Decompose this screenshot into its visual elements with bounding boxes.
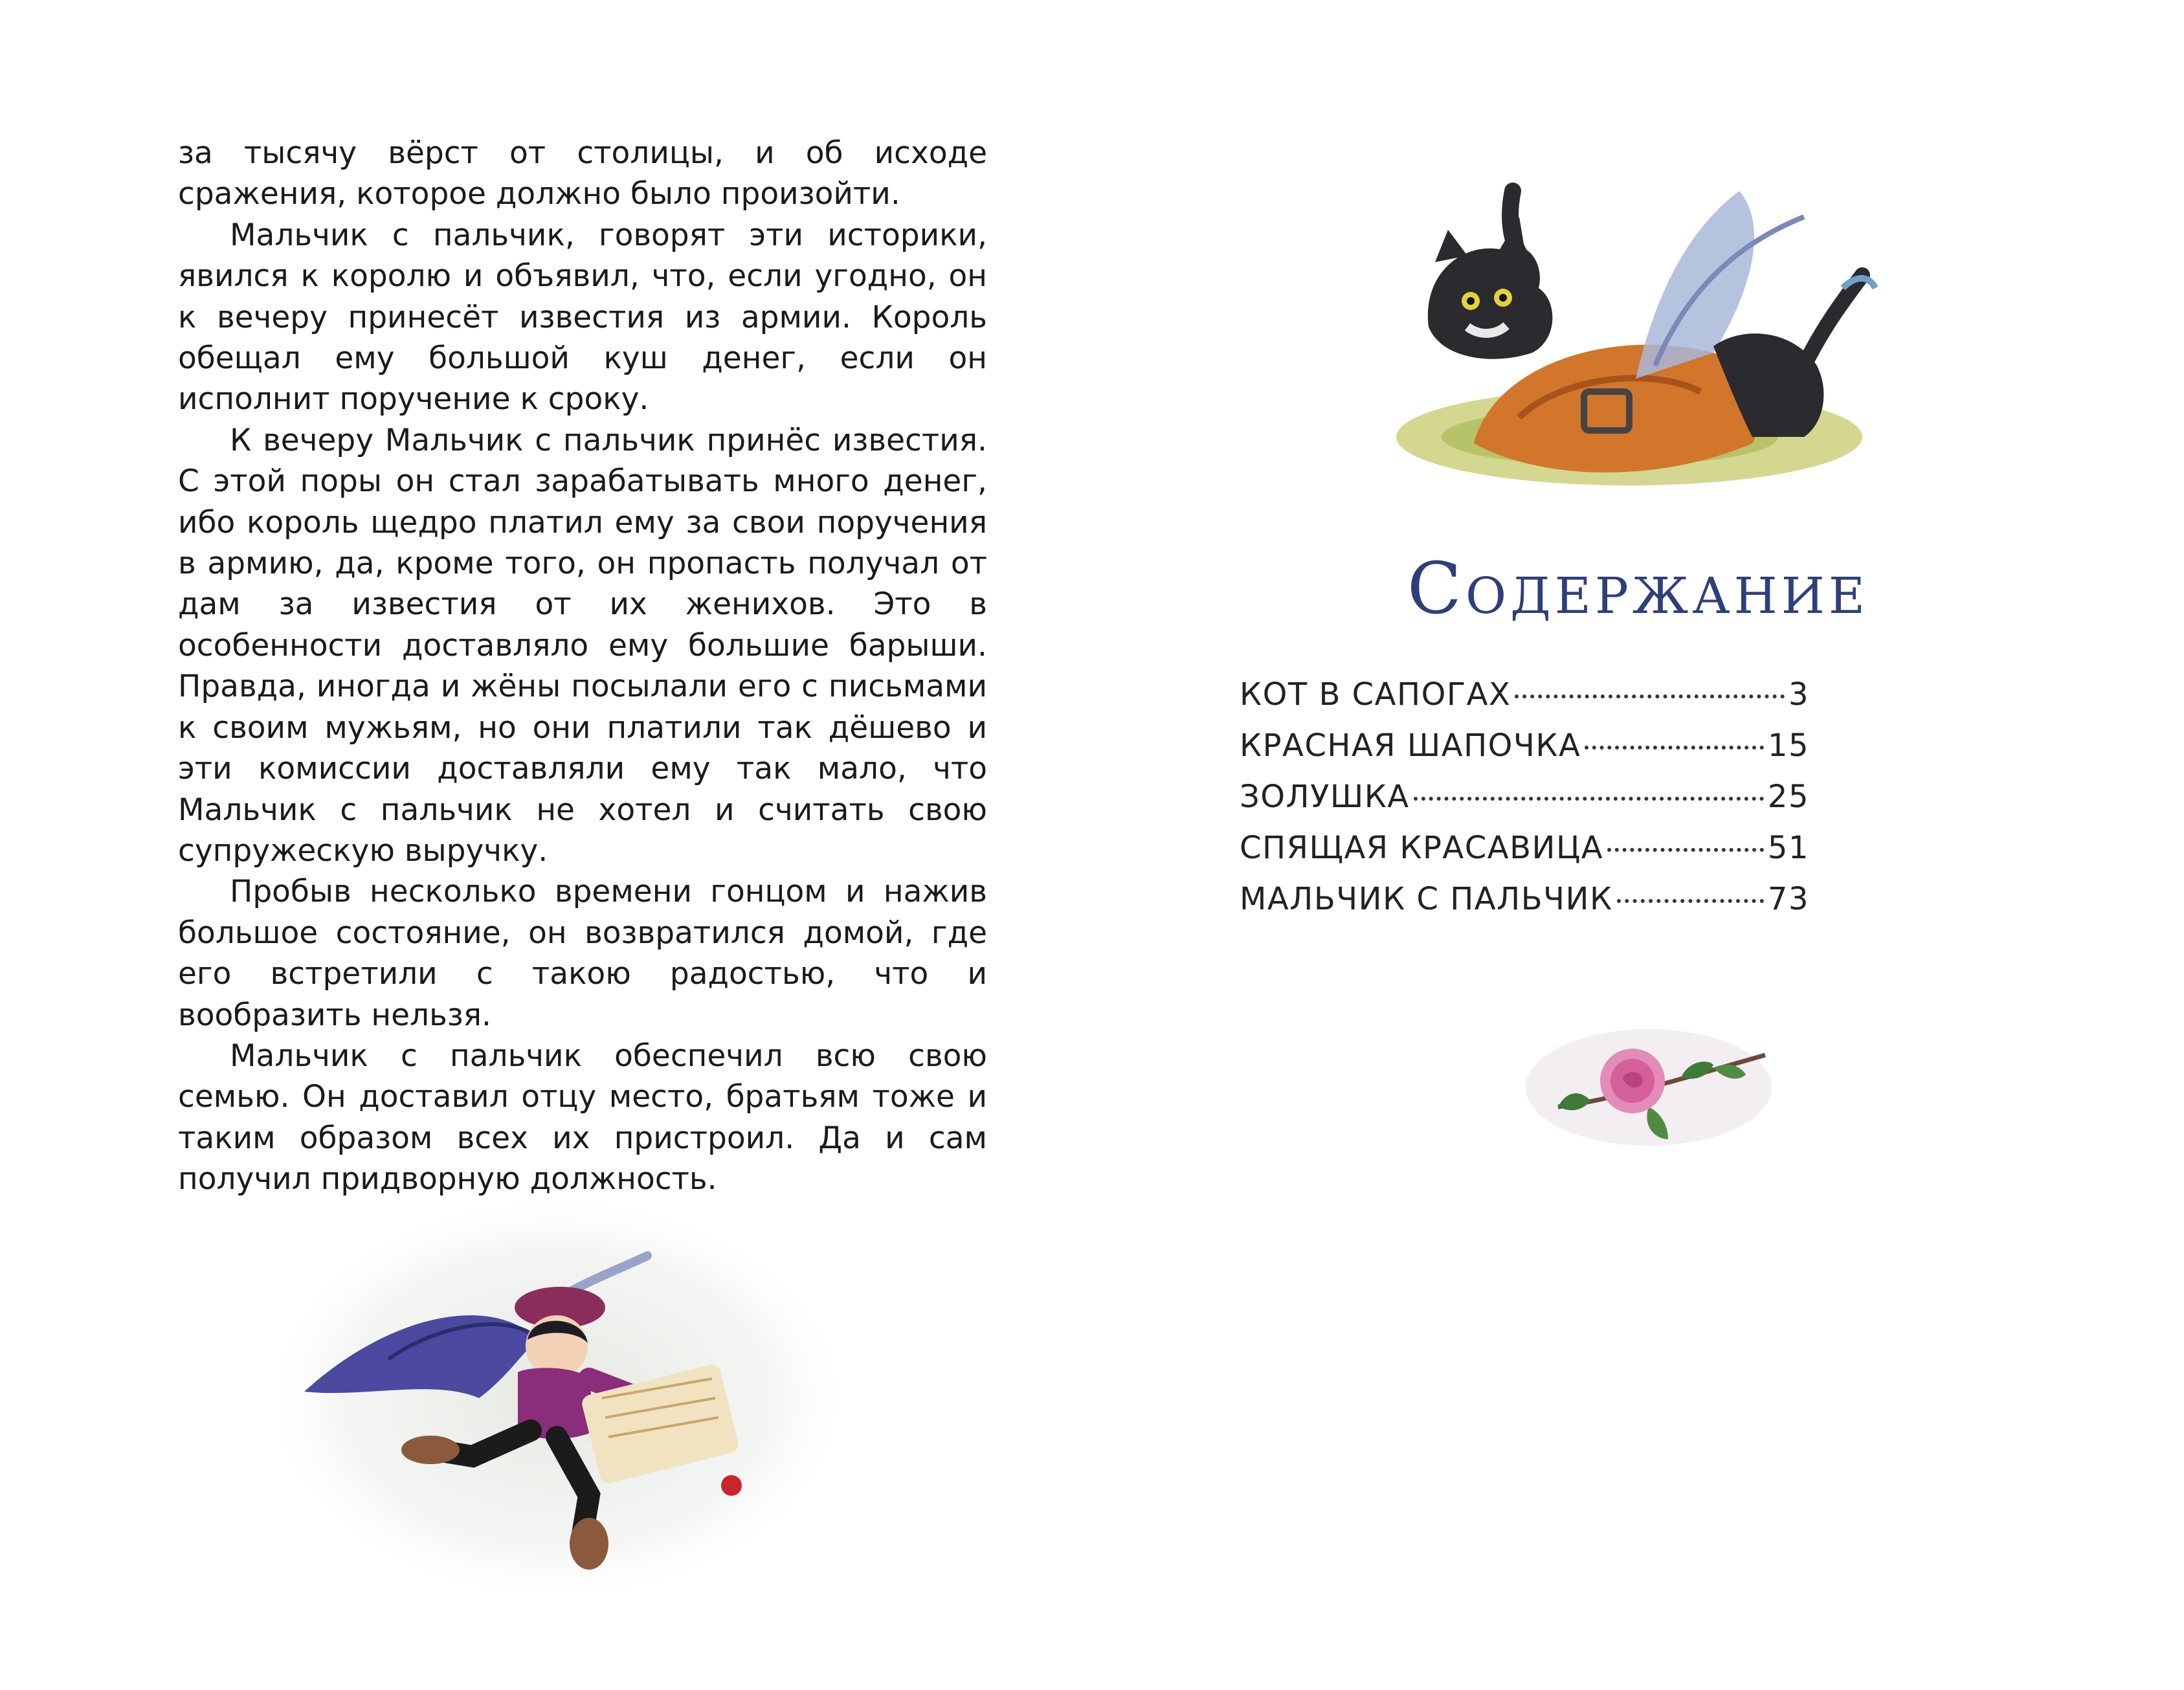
paragraph: Мальчик с пальчик обеспечил всю свою семью. Он доставил отцу место, братьям тоже и таким образом всех их пристроил. Да и сам получил придворную должность. — [178, 1038, 987, 1197]
toc-entry-title: СПЯЩАЯ КРАСАВИЦА — [1240, 830, 1604, 866]
toc-entry[interactable] — [1240, 830, 1809, 881]
toc-entry-page: 73 — [1767, 881, 1809, 917]
toc-entry-page: 51 — [1767, 830, 1809, 866]
toc-entry-page: 3 — [1788, 676, 1809, 713]
paragraph: Пробыв несколько времени гонцом и нажив большое состояние, он возвратился домой, где его встретили с такою радостью, что и вообразить нельзя. — [178, 874, 987, 1033]
rose-illustration — [1519, 1010, 1778, 1165]
toc-leader-dots — [1617, 899, 1764, 903]
table-of-contents — [1240, 676, 1809, 932]
paragraph: за тысячу вёрст от столицы, и об исходе сражения, которое должно было произойти. — [178, 135, 987, 212]
toc-leader-dots — [1414, 797, 1764, 801]
toc-title: Содержание — [1407, 547, 1869, 630]
toc-entry-title: МАЛЬЧИК С ПАЛЬЧИК — [1240, 881, 1613, 917]
toc-entry[interactable] — [1240, 676, 1809, 728]
story-text — [178, 133, 987, 1200]
toc-entry[interactable] — [1240, 881, 1809, 932]
right-page — [1092, 0, 2184, 1690]
boy-messenger-illustration — [285, 1184, 867, 1599]
toc-entry-title: КОТ В САПОГАХ — [1240, 676, 1511, 713]
paragraph: К вечеру Мальчик с пальчик принёс известия. С этой поры он стал зарабатывать много денег, ибо король щедро платил ему за свои поручения в армию, да, кроме того, он пропасть получал от дам за известия от их женихов. Это в особенности доставляло ему большие барыши. Правда, иногда и жёны посылали его с письмами к своим мужьям, но они платили так дёшево и эти комиссии доставляли ему так мало, что Мальчик с пальчик не хотел и считать свою супружескую выручку. — [178, 422, 987, 869]
cat-with-hat-illustration — [1351, 133, 1882, 495]
toc-leader-dots — [1607, 848, 1764, 852]
toc-leader-dots — [1585, 746, 1764, 750]
toc-entry-page: 15 — [1767, 728, 1809, 764]
toc-entry-page: 25 — [1767, 779, 1809, 815]
toc-leader-dots — [1515, 695, 1785, 698]
toc-entry-title: ЗОЛУШКА — [1240, 779, 1410, 815]
toc-entry-title: КРАСНАЯ ШАПОЧКА — [1240, 728, 1581, 764]
toc-entry[interactable] — [1240, 779, 1809, 830]
toc-entry[interactable] — [1240, 728, 1809, 779]
paragraph: Мальчик с пальчик, говорят эти историки, явился к королю и объявил, что, если угодно, он к вечеру принесёт известия из армии. Король обещал ему большой куш денег, если он исполнит поручение к сроку. — [178, 217, 987, 417]
